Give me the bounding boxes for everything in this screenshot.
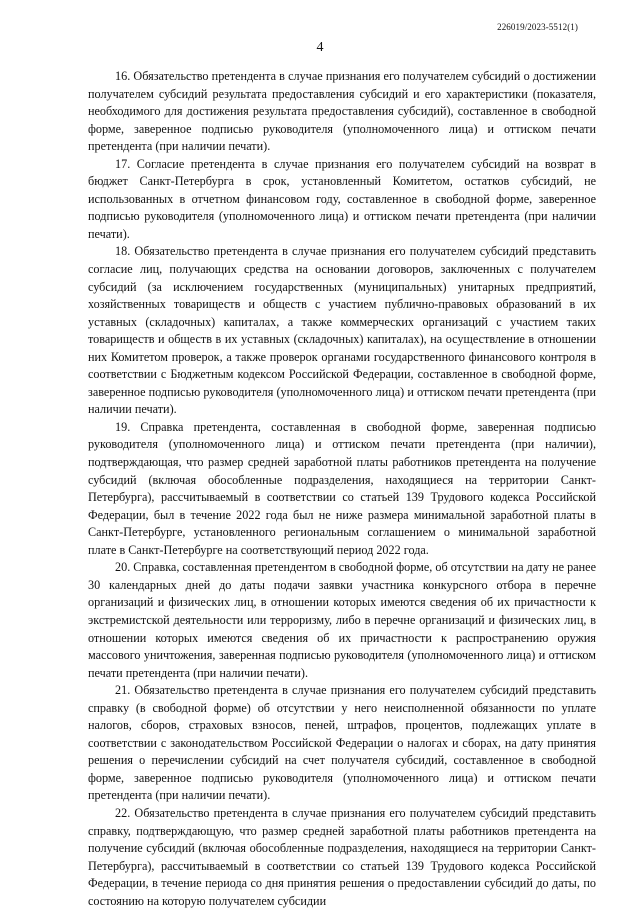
document-id: 226019/2023-5512(1) bbox=[497, 22, 578, 32]
paragraph-21: 21. Обязательство претендента в случае признания его получателем субсидий представить справку (в свободной форме) об отсутствии у него неисполненной обязанности по уплате налогов, сборов, страховых взносов, пеней, штрафов, процентов, подлежащих уплате в соответствии с законодательством Российской Федерации о налогах и сборах, на дату принятия решения о перечислении субсидий на счет получателя субсидий, составленное в свободной форме, заверенное подписью руководителя (уполномоченного лица) и оттиском печати претендента (при наличии печати). bbox=[88, 683, 596, 803]
paragraph-17: 17. Согласие претендента в случае признания его получателем субсидий на возврат в бюджет Санкт-Петербурга в срок, установленный Комитетом, остатков субсидий, не использованных в отчетном финансовом году, составленное в свободной форме, заверенное подписью руководителя (уполномоченного лица) и оттиском печати претендента (при наличии печати). bbox=[88, 156, 596, 241]
paragraph-16: 16. Обязательство претендента в случае признания его получателем субсидий о достижении получателем субсидий результата предоставления субсидий и его характеристики (показателя, необходимого для достижения результата предоставления субсидий), составленное в свободной форме, заверенное подписью руководителя (уполномоченного лица) и оттиском печати претендента (при наличии печати). bbox=[88, 69, 596, 154]
paragraph-20: 20. Справка, составленная претендентом в свободной форме, об отсутствии на дату не ранее 30 календарных дней до даты подачи заявки участника конкурсного отбора в перечне организаций и физических лиц, в отношении которых имеются сведения об их причастности к экстремистской деятельности или терроризму, либо в перечне организаций и физических лиц, в отношении которых имеются сведения об их причастности к распространению оружия массового уничтожения, заверенная подписью руководителя (уполномоченного лица) и оттиском печати претендента (при наличии печати). bbox=[88, 560, 596, 680]
page-number: 4 bbox=[316, 40, 324, 55]
paragraph-22: 22. Обязательство претендента в случае признания его получателем субсидий представить справку, подтверждающую, что размер средней заработной платы работников претендента на получение субсидий (включая обособленные подразделения, находящиеся на территории Санкт-Петербурга), рассчитываемый в соответствии со статьей 139 Трудового кодекса Российской Федерации, в течение периода со дня принятия решения о предоставлении субсидий до даты, по состоянию на которую получателем субсидии bbox=[88, 805, 596, 908]
paragraph-19: 19. Справка претендента, составленная в свободной форме, заверенная подписью руководителя (уполномоченного лица) и оттиском печати претендента (при наличии), подтверждающая, что размер средней заработной платы работников претендента на получение субсидий (включая обособленные подразделения, находящиеся на территории Санкт-Петербурга), рассчитываемый в соответствии со статьей 139 Трудового кодекса Российской Федерации, был в течение 2022 года был не ниже размера минимальной заработной платы в Санкт-Петербурге, установленного региональным соглашением о минимальной заработной плате в Санкт-Петербурге на соответствующий период 2022 года. bbox=[88, 419, 596, 557]
document-body bbox=[88, 68, 596, 910]
paragraph-18: 18. Обязательство претендента в случае признания его получателем субсидий представить согласие лиц, получающих средства на основании договоров, заключенных с получателем субсидий (за исключением государственных (муниципальных) унитарных предприятий, хозяйственных товариществ и обществ с участием публично-правовых образований в их уставных (складочных) капиталах, а также коммерческих организаций с участием таких товариществ и обществ в их уставных (складочных) капиталах), на осуществление в отношении них Комитетом проверок, а также проверок органами государственного финансового контроля в соответствии с Бюджетным кодексом Российской Федерации, составленное в свободной форме, заверенное подписью руководителя (уполномоченного лица) и оттиском печати претендента (при наличии печати). bbox=[88, 244, 596, 417]
